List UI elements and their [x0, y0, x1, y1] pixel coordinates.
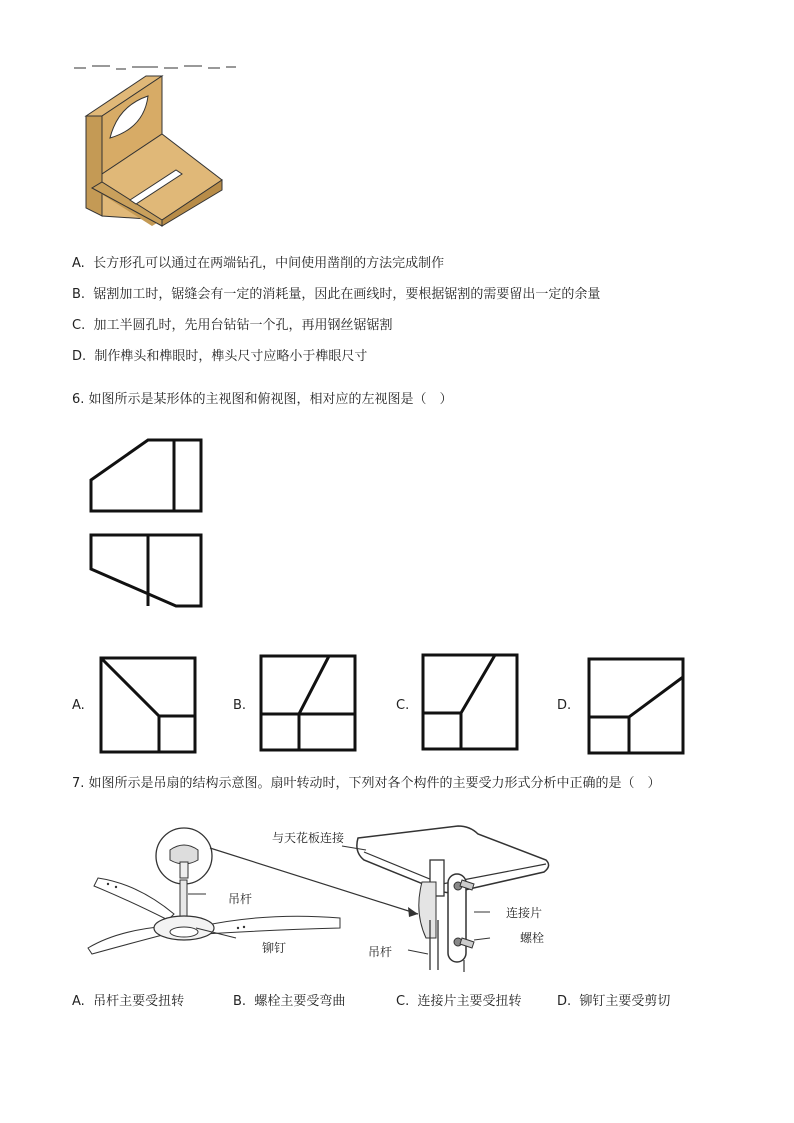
- label-rod-right: 吊杆: [368, 945, 393, 959]
- q7-option-a[interactable]: A. 吊杆主要受扭转: [72, 994, 185, 1009]
- q6-option-b-figure[interactable]: [259, 654, 357, 752]
- wooden-bracket-figure: [84, 76, 229, 221]
- q6-option-a-label[interactable]: A.: [72, 698, 85, 713]
- q6-top-view: [88, 533, 204, 609]
- q6-question: 6. 如图所示是某形体的主视图和俯视图，相对应的左视图是（ ）: [72, 392, 453, 407]
- cropped-text-fragment: [72, 62, 242, 74]
- q6-option-d-figure[interactable]: [587, 657, 685, 755]
- q7-question: 7. 如图所示是吊扇的结构示意图。扇叶转动时，下列对各个构件的主要受力形式分析中正确的是（ ）: [72, 776, 661, 791]
- label-connecting-plate: 连接片: [506, 906, 543, 920]
- q6-option-b-label[interactable]: B.: [233, 698, 247, 713]
- q5-option-d[interactable]: D. 制作榫头和榫眼时，榫头尺寸应略小于榫眼尺寸: [72, 349, 368, 364]
- label-bolt: 螺栓: [520, 931, 545, 945]
- q6-option-d-label[interactable]: D.: [557, 698, 572, 713]
- q5-option-b[interactable]: B. 锯割加工时，锯缝会有一定的消耗量，因此在画线时，要根据锯割的需要留出一定的余量: [72, 287, 601, 302]
- q6-option-c-label[interactable]: C.: [396, 698, 410, 713]
- q5-option-c[interactable]: C. 加工半圆孔时，先用台钻钻一个孔，再用钢丝锯锯割: [72, 318, 393, 333]
- q6-option-a-figure[interactable]: [99, 656, 197, 754]
- label-ceiling-connection: 与天花板连接: [272, 831, 345, 845]
- q7-option-b[interactable]: B. 螺栓主要受弯曲: [233, 994, 346, 1009]
- label-rod-left: 吊杆: [228, 892, 253, 906]
- label-rivet: 铆钉: [262, 941, 287, 955]
- q6-option-c-figure[interactable]: [421, 653, 519, 751]
- q7-option-d[interactable]: D. 铆钉主要受剪切: [557, 994, 671, 1009]
- q5-option-a[interactable]: A. 长方形孔可以通过在两端钻孔，中间使用凿削的方法完成制作: [72, 256, 445, 271]
- q6-front-view: [88, 438, 204, 514]
- q7-option-c[interactable]: C. 连接片主要受扭转: [396, 994, 522, 1009]
